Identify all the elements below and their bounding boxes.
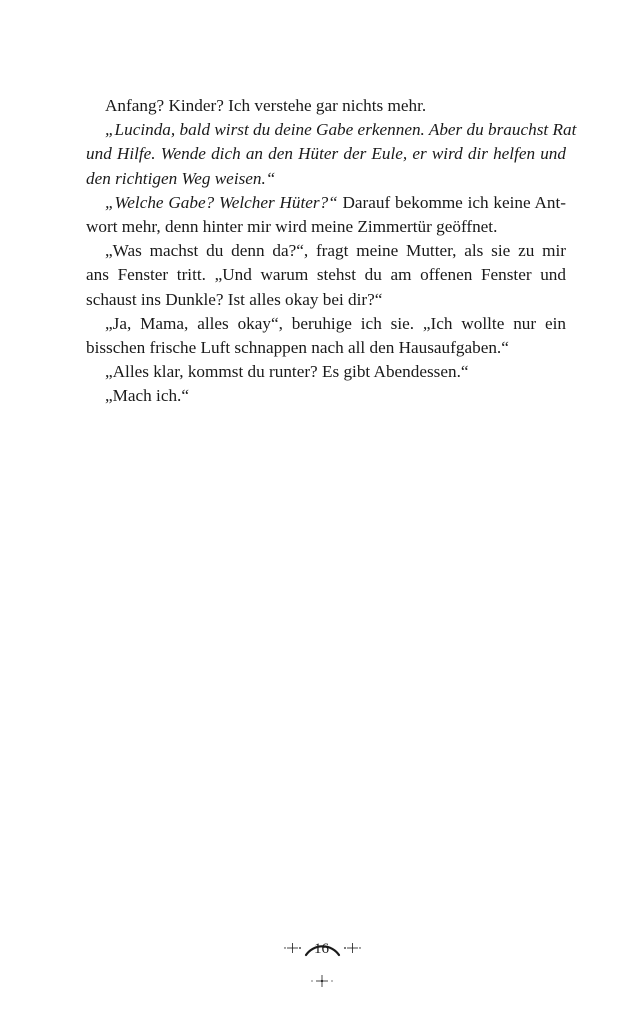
paragraph: [86, 312, 566, 360]
paragraph: [86, 239, 566, 312]
text-line: schaust ins Dunkle? Ist alles okay bei dir?“: [86, 289, 383, 309]
text-line: ans Fenster tritt. „Und warum stehst du am offenen Fenster und: [86, 265, 566, 285]
paragraph: [86, 191, 566, 239]
paragraph-italic: [86, 118, 577, 191]
text-line: und Hilfe. Wende dich an den Hüter der Eule, er wird dir helfen und: [86, 144, 566, 164]
text-line: den richtigen Weg weisen.“: [86, 168, 276, 188]
text-line: „Lucinda, bald wirst du deine Gabe erkennen. Aber du brauchst Rat: [105, 120, 577, 140]
paragraph: [86, 384, 566, 408]
text-line: „Mach ich.“: [105, 386, 189, 406]
text-line: „Ja, Mama, alles okay“, beruhige ich sie. „Ich wollte nur ein: [105, 313, 566, 333]
crescent-and-stars-ornament-icon: [0, 924, 643, 994]
paragraph: [86, 360, 566, 384]
paragraph: [86, 94, 566, 118]
page-footer: [0, 924, 643, 994]
text-line: bisschen frische Luft schnappen nach all den Hausaufgaben.“: [86, 338, 509, 358]
text-line: Anfang? Kinder? Ich verstehe gar nichts mehr.: [105, 96, 427, 115]
text-line: „Alles klar, kommst du runter? Es gibt Abendessen.“: [105, 362, 469, 382]
text-fragment: Darauf bekomme ich keine Ant-: [337, 192, 566, 212]
text-line: wort mehr, denn hinter mir wird meine Zimmertür geöffnet.: [86, 217, 498, 237]
italic-quote: „Welche Gabe? Welcher Hüter?“: [105, 192, 338, 212]
page-number: 16: [314, 941, 329, 957]
body-text: [86, 94, 577, 409]
text-line: „Was machst du denn da?“, fragt meine Mutter, als sie zu mir: [105, 241, 566, 261]
text-line: [86, 191, 566, 215]
